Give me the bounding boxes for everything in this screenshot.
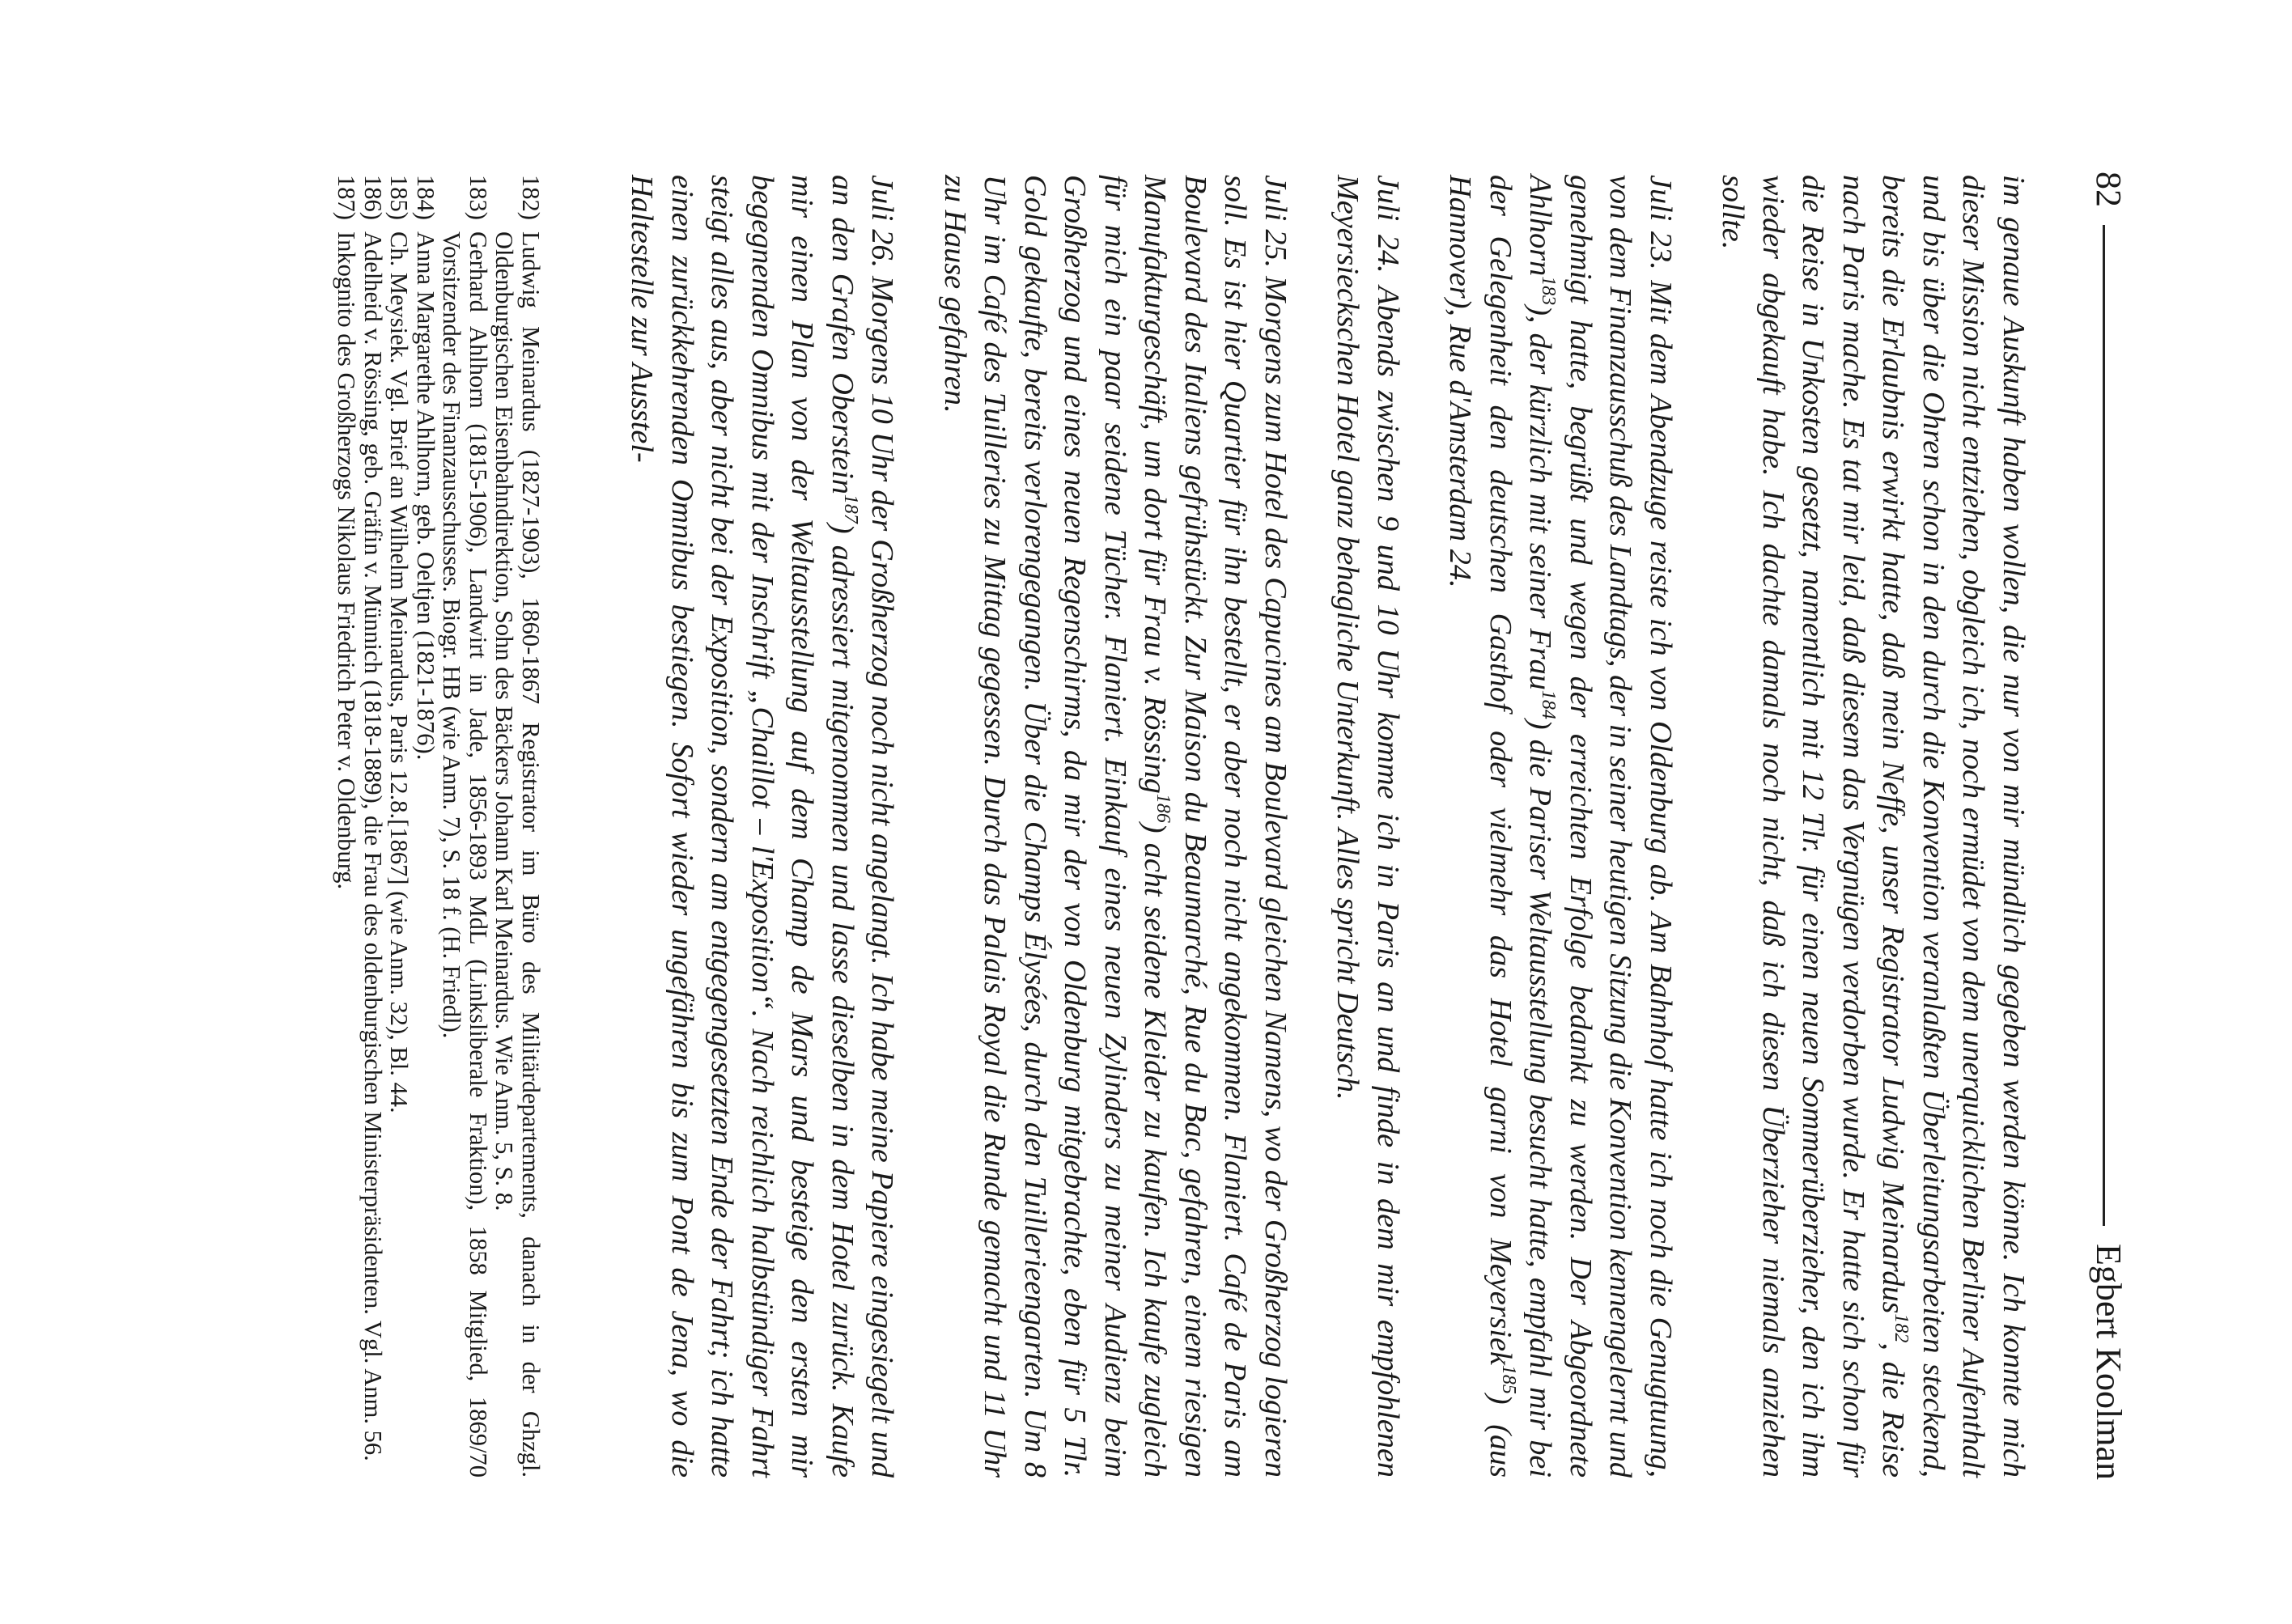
footnote-text: Gerhard Ahlhorn (1815-1906), Landwirt in Jade, 1856-1893 MdL (Linksliberale Fraktion), 1858 Mitglied, 1869/70 Vorsitzender des Finanzausschusses. Biogr. HB (wie Anm. 7), S. 18 f. (H. Friedl).: [438, 231, 492, 1478]
paragraph-text: , die Reise nach Paris mache. Es tat mir leid, daß diesem das Vergnügen verdorben wurde. Er hatte sich schon für die Reise in Unkosten gesetzt, namentlich mit 12 Tlr. für einen neuen Sommerüberzieher, den ich ihm wieder abgekauft habe. Ich dachte damals noch nicht, daß ich diesen Überzieher niemals anziehen sollte.: [1716, 175, 1911, 1478]
footnote-number: 184): [412, 175, 439, 220]
footnote-number: 185): [385, 175, 414, 220]
footnote-ref: 182: [1891, 1313, 1912, 1343]
footnote: [439, 175, 491, 1478]
footnote: [333, 175, 360, 1478]
footnote-text: Anna Margarethe Ahlhorn, geb. Oeltjen (1821-1876).: [412, 231, 439, 761]
footnote-ref: 185: [1498, 1364, 1519, 1394]
footnote: [413, 175, 439, 1478]
paragraph-text: Juli 25. Morgens zum Hotel des Capucines am Boulevard gleichen Namens, wo der Großherzog logieren soll. Es ist hier Quartier für ihn bestellt, er aber noch nicht angekommen. Flaniert. Café de Paris am Boulevard des Italiens gefrühstückt. Zur Maison du Beaumarché, Rue du Bac, gefahren, einem riesigen Manufakturgeschäft, um dort für Frau v. Rössing: [1138, 175, 1292, 1478]
running-head-author: Egbert Koolman: [2089, 1243, 2129, 1480]
footnote-text: Ch. Meysiek. Vgl. Brief an Wilhelm Meinardus, Paris 12.8.[1867] (wie Anm. 32), Bl. 44.: [385, 231, 414, 1113]
footnote: [386, 175, 413, 1478]
footnote-number: 187): [333, 175, 361, 220]
footnote-number: 186): [359, 175, 387, 220]
paragraph: [935, 175, 1296, 1478]
body-text: [622, 175, 2033, 1478]
footnote: [491, 175, 544, 1478]
footnote-ref: 187: [840, 494, 861, 524]
header-rule: [2103, 225, 2106, 1226]
footnote-number: 182): [517, 175, 545, 220]
paragraph-text: ) die Pariser Weltausstellung besucht hatte, empfahl mir bei der Gelegenheit den deutschen Gasthof oder vielmehr das Hotel garni von Meyersiek: [1483, 175, 1558, 1478]
footnote-ref: 186: [1152, 793, 1174, 823]
page-number: 82: [2089, 172, 2129, 207]
footnote-text: Inkognito des Großherzogs Nikolaus Friedrich Peter v. Oldenburg.: [333, 231, 361, 890]
paragraph-text: ), der kürzlich mit seiner Frau: [1523, 305, 1558, 690]
paragraph: [622, 175, 902, 1478]
footnote-text: Adelheid v. Rössing, geb. Gräfin v. Münnich (1818-1889), die Frau des oldenburgischen Ministerpräsidenten. Vgl. Anm. 56.: [359, 231, 387, 1461]
paragraph: [1713, 175, 2033, 1478]
footnote-text: Ludwig Meinardus (1827-1903), 1860-1867 Registrator im Büro des Militärdepartements, danach in der Ghzgl. Oldenburgischen Eisenbahndirektion, Sohn des Bäckers Johann Karl Meinardus. Wie Anm. 5, S. 8.: [490, 231, 545, 1478]
paragraph-text: Juli 24. Abends zwischen 9 und 10 Uhr komme ich in Paris an und finde in dem mir empfohlenen Meyersieckschen Hotel ganz behagliche Unterkunft. Alles spricht Deutsch.: [1331, 175, 1405, 1478]
footnotes: [333, 175, 544, 1478]
paragraph-text: ) (aus Hannover), Rue d'Amsterdam 24.: [1443, 175, 1517, 1478]
running-head: [2084, 172, 2134, 1480]
paragraph: [1327, 175, 1407, 1478]
footnote: [360, 175, 387, 1478]
paragraph-text: ) acht seidene Kleider zu kaufen. Ich kaufe zugleich für mich ein paar seidene Tücher. Flaniert. Einkauf eines neuen Zylinders zu meiner Audienz beim Großherzog und eines neuen Regenschirms, da mir der von Oldenburg mitgebrachte, eben für 5 Tlr. Gold gekaufte, bereits verlorengegangen. Über die Champs Élysées, durch den Tuillerieengarten. Um 8 Uhr im Café des Tuilleries zu Mittag gegessen. Durch das Palais Royal die Runde gemacht und 11 Uhr zu Hause gefahren.: [938, 175, 1173, 1478]
footnote-ref: 183: [1538, 276, 1560, 306]
paragraph-text: Juli 23. Mit dem Abendzuge reiste ich von Oldenburg ab. Am Bahnhof hatte ich noch die Genugtuung, von dem Finanzausschuß des Landtags, der in seiner heutigen Sitzung die Konvention kennengelernt und genehmigt hatte, begrüßt und wegen der erreichten Erfolge bedankt zu werden. Der Abgeordnete Ahlhorn: [1523, 175, 1678, 1478]
footnote-ref: 184: [1538, 689, 1560, 719]
paragraph: [1440, 175, 1680, 1478]
paragraph-text: im genaue Auskunft haben wollen, die nur von mir mündlich gegeben werden könne. Ich konnte mich dieser Mission nicht entziehen, obgleich ich, noch ermüdet von dem unerquicklichen Berliner Aufenthalt und bis über die Ohren schon in den durch die Konvention veranlaßten Überleitungsarbeiten steckend, bereits die Erlaubnis erwirkt hatte, daß mein Neffe, unser Registrator Ludwig Meinardus: [1876, 175, 2031, 1478]
paragraph-text: Juli 26. Morgens 10 Uhr der Großherzog noch nicht angelangt. Ich habe meine Papiere eingesiegelt und an den Grafen Oberstein: [826, 175, 900, 1478]
paragraph-text: ) adressiert mitgenommen und lasse dieselben in dem Hotel zurück. Kaufe mir einen Plan von der Weltausstellung auf dem Champ de Mars und besteige den ersten mir begegnenden Omnibus mit der Inschrift „Chaillot – l'Exposition“. Nach reichlich halbstündiger Fahrt steigt alles aus, aber nicht bei der Exposition, sondern am entgegengesetzten Ende der Fahrt; ich hatte einen zurückkehrenden Omnibus bestiegen. Sofort wieder ungefähren bis zum Pont de Jena, wo die Haltestelle zur Ausstel-: [625, 175, 860, 1478]
footnote-number: 183): [465, 175, 492, 220]
